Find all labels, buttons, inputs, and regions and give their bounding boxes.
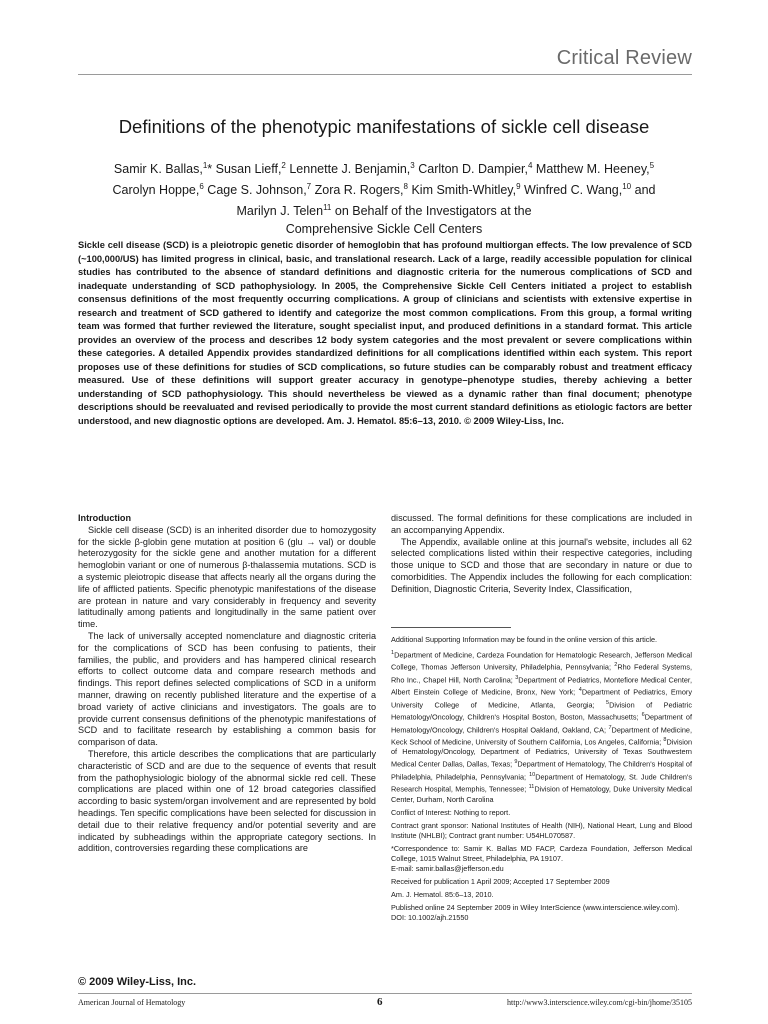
header-rule: [78, 74, 692, 75]
affiliations: [391, 648, 692, 805]
citation-note: Am. J. Hematol. 85:6–13, 2010.: [391, 889, 494, 899]
affiliation-mark: 7: [608, 724, 612, 731]
author-name: Cage S. Johnson,: [207, 183, 307, 198]
email-link[interactable]: E-mail: samir.ballas@jefferson.edu: [391, 863, 504, 873]
author-name: Zora R. Rogers,: [314, 183, 404, 198]
affiliation-text: Division of Pediatric Hematology/Oncology, Children's Hospital Boston, Boston, Massachusetts;: [391, 700, 693, 722]
body-left-column: [78, 513, 376, 855]
author-affiliation-mark: 2: [281, 161, 286, 170]
doi-note[interactable]: DOI: 10.1002/ajh.21550: [391, 912, 469, 922]
affiliation-mark: 5: [606, 699, 610, 706]
affiliation-mark: 1: [391, 650, 395, 656]
section-label: Critical Review: [556, 47, 692, 69]
author-affiliation-mark: 4: [527, 161, 533, 170]
author-name: Susan Lieff,: [215, 162, 282, 177]
section-heading: Introduction: [78, 513, 132, 523]
author-name: Winfred C. Wang,: [524, 183, 623, 198]
affiliation-text: Department of Medicine, Keck School of Medicine, University of Southern California, Los Angeles, California;: [391, 724, 693, 747]
footer-rule: [78, 993, 692, 994]
page-number: 6: [377, 996, 383, 1008]
body-paragraph: The lack of universally accepted nomenclature and diagnostic criteria for the complications of SCD has been confusing to patients, their families, the public, and providers and has hampered clinical research efforts to collect outcome data and compare research methods and findings. This report defines selected complications of SCD in a uniform manner, drawing on recently published literature and the expertise of a broad variety of active clinicians and investigators. The goals are to provide current consensus definitions of the phenotypic manifestations of SCD and to facilitate research by establishing a common basis for comparison of data.: [78, 630, 376, 748]
author-separator: and: [631, 183, 656, 198]
supporting-info-note: Additional Supporting Information may be found in the online version of this article.: [391, 635, 658, 644]
author-group: Comprehensive Sickle Cell Centers: [285, 222, 483, 237]
affiliation-text: Department of Pediatrics, Montefiore Medical Center, Albert Einstein College of Medicine, Bronx, New York;: [391, 675, 692, 697]
author-name: Lennette J. Benjamin,: [289, 162, 411, 177]
author-name: Samir K. Ballas,: [113, 162, 203, 177]
author-affiliation-mark: 6: [199, 182, 204, 192]
author-name: Carlton D. Dampier,: [418, 162, 528, 177]
conflict-note: Conflict of Interest: Nothing to report.: [391, 807, 511, 817]
author-affiliation-mark: 5: [649, 161, 655, 170]
author-name: Marilyn J. Telen: [236, 204, 324, 219]
author-affiliation-mark: 9: [516, 182, 521, 192]
author-affiliation-mark: 1: [202, 161, 208, 170]
grant-note: Contract grant sponsor: National Institutes of Health (NIH), National Heart, Lung and Blood Institute (NHLBI); Contract grant number: U54HL070587.: [391, 820, 692, 840]
affiliation-mark: 9: [514, 759, 518, 766]
affiliation-text: Department of Pediatrics, Emory University College of Medicine, Atlanta, Georgia;: [391, 687, 692, 710]
affiliation-mark: 2: [614, 662, 618, 669]
affiliation-text: Department of Hematology, St. Jude Children's Research Hospital, Memphis, Tennessee;: [391, 772, 692, 794]
abstract: Sickle cell disease (SCD) is a pleiotropic genetic disorder of hemoglobin that has profound multiorgan effects. The low prevalence of SCD (~100,000/US) has limited progress in clinical, basic, and translational research. Lack of a large, readily accessible population for clinical studies has contributed to the absence of standard definitions and diagnostic criteria for the numerous complications of SCD and inadequate understanding of SCD pathophysiology. In 2005, the Comprehensive Sickle Cell Centers initiated a project to establish consensus definitions of the most frequently occurring complications. A group of clinicians and scientists with extensive expertise in research and treatment of SCD gathered to identify and categorize the most common complications. From this group, a formal writing team was formed that further reviewed the literature, sought specialist input, and produced definitions in a standard format. This article provides an overview of the process and describes 12 body system categories and the most prevalent or severe complications within these categories. A detailed Appendix provides standardized definitions for all complications identified within each system. This report proposes use of these definitions for studies of SCD complications, so future studies can be comparably robust and treatment efficacy measured. Use of these definitions will support greater accuracy in genotype–phenotype studies, thereby achieving a better understanding of SCD pathophysiology. This should nevertheless be viewed as a dynamic rather than final document; phenotype descriptions should be reevaluated and revised periodically to provide the most current standard definitions as etiologic factors are better understood, and new diagnostic options are developed. Am. J. Hematol. 85:6–13, 2010. © 2009 Wiley-Liss, Inc.: [78, 240, 692, 426]
body-paragraph: Therefore, this article describes the complications that are particularly characteristic of SCD and are due to the sequence of events that result from the pathophysiologic biology of the abnormal sickle red cell. These complications are placed within one of 12 broad categories classified according to basic system/organ involvement and are represented by bold headings. Ten specific complications have been selected for discussion in detail due to their relative frequency and/or potential severity and are indicated by subheadings within the appropriate category sections. In addition, controversies regarding these complications are: [78, 748, 376, 854]
affiliation-mark: 4: [578, 687, 582, 694]
author-separator: on Behalf of the Investigators at the: [331, 204, 532, 219]
affiliation-text: Department of Hematology, The Children's Hospital of Philadelphia, Philadelphia, Pennsylvania;: [391, 759, 693, 782]
body-paragraph: The Appendix, available online at this journal's website, includes all 62 selected complications listed within their respective categories, including those unique to SCD and those that are secondary in nature or due to comorbidities. The Appendix includes the following for each complication: Definition, Diagnostic Criteria, Severity Index, Classification,: [391, 536, 692, 594]
affiliation-mark: 11: [528, 784, 535, 791]
affiliation-text: Division of Hematology/Oncology, Department of Pediatrics, University of Texas Southwestern Medical Center Dallas, Dallas, Texas;: [391, 737, 692, 769]
author-affiliation-mark: 7: [306, 182, 312, 192]
author-name: Kim Smith-Whitley,: [411, 183, 517, 198]
body-right-column: [391, 513, 692, 596]
affiliation-mark: 6: [641, 712, 645, 719]
author-affiliation-mark: 8: [403, 182, 408, 192]
affiliation-mark: 8: [663, 736, 667, 743]
author-name: Matthew M. Heeney,: [535, 162, 650, 177]
correspondence-note: *Correspondence to: Samir K. Ballas MD FACP, Cardeza Foundation, Jefferson Medical College, 1015 Walnut Street, Philadelphia, PA 19107.: [391, 843, 692, 863]
footnote-rule: [391, 627, 511, 628]
author-name: Carolyn Hoppe,: [112, 183, 200, 198]
received-note: Received for publication 1 April 2009; Accepted 17 September 2009: [391, 876, 610, 886]
author-list: [60, 157, 708, 238]
copyright: © 2009 Wiley-Liss, Inc.: [78, 976, 197, 988]
author-affiliation-mark: 10: [622, 182, 632, 192]
journal-name: American Journal of Hematology: [78, 998, 186, 1007]
body-paragraph: discussed. The formal definitions for these complications are included in an accompanying Appendix.: [391, 513, 692, 535]
article-notes: [391, 635, 692, 926]
author-affiliation-mark: 3: [410, 161, 415, 170]
body-paragraph: Sickle cell disease (SCD) is an inherited disorder due to homozygosity for the sickle β-globin gene mutation at position 6 (glu → val) or double heterozygosity for the sickle gene and another mutation for a different hemoglobin variant or one of numerous β-thalassemia mutations. SCD is a systemic pleiotropic disease that affects nearly all the organs during the life of afflicted patients. Specific phenotypic manifestations of the disease are protean in nature and vary considerably in frequency and severity latitudinally among patients and longitudinally in the same patient over time.: [78, 524, 376, 630]
affiliation-text: Department of Hematology/Oncology, Children's Hospital Oakland, Oakland, CA;: [391, 712, 692, 734]
affiliation-text: Division of Hematology, Duke University Medical Center, Durham, North Carolina: [391, 784, 693, 804]
affiliation-text: Department of Medicine, Cardeza Foundation for Hematologic Research, Jefferson Medical College, Thomas Jefferson University, Philadelphia, Pennsylvania;: [391, 650, 692, 672]
article-title: Definitions of the phenotypic manifestations of sickle cell disease: [118, 116, 650, 137]
affiliation-text: Rho Federal Systems, Rho Inc., Chapel Hill, North Carolina;: [391, 662, 693, 685]
affiliation-mark: 3: [515, 674, 519, 681]
journal-url[interactable]: http://www3.interscience.wiley.com/cgi-bin/jhome/35105: [507, 998, 692, 1007]
affiliation-mark: 10: [529, 771, 536, 778]
published-note: Published online 24 September 2009 in Wiley InterScience (www.interscience.wiley.com).: [391, 902, 680, 912]
author-affiliation-mark: 11: [323, 203, 332, 213]
author-separator: *: [207, 162, 216, 177]
